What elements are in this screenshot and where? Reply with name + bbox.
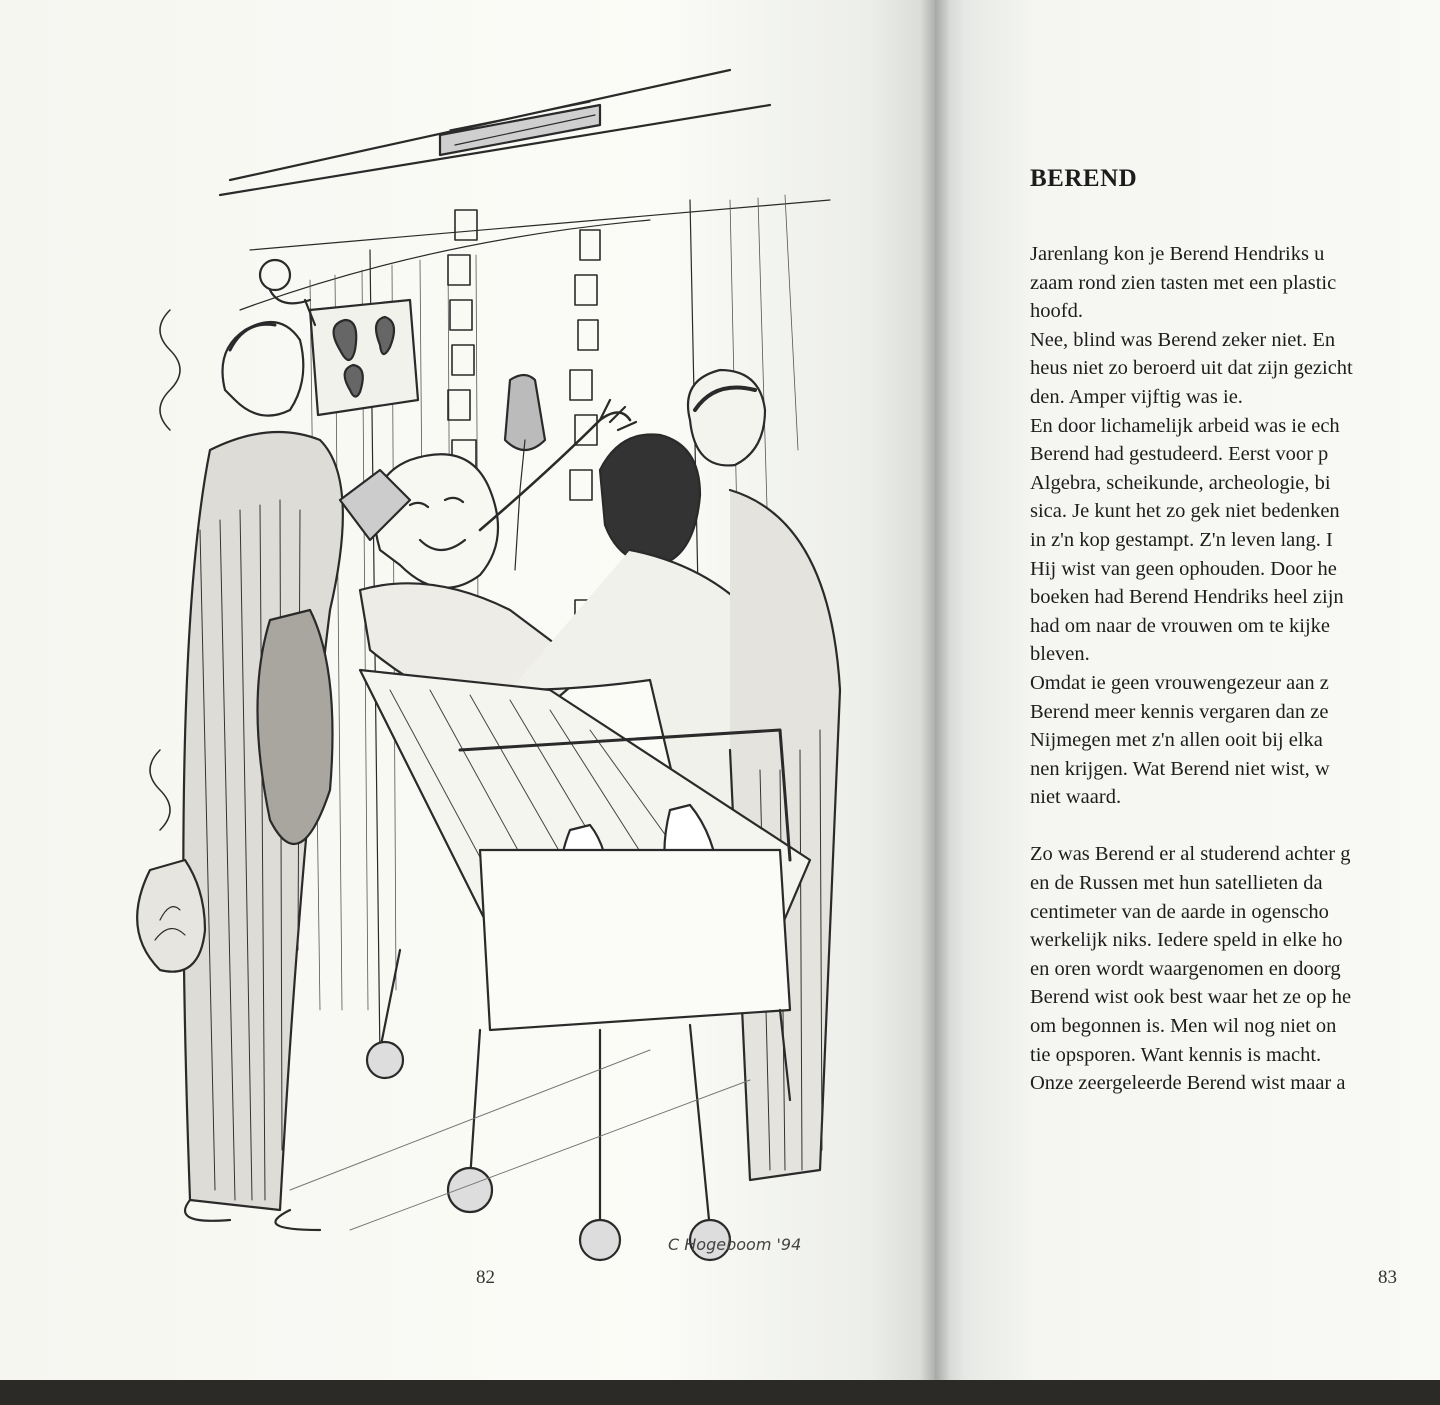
- text-line: Berend had gestudeerd. Eerst voor p: [1030, 443, 1329, 466]
- page-number-left: 82: [476, 1267, 495, 1288]
- text-line: boeken had Berend Hendriks heel zijn: [1030, 586, 1344, 609]
- text-line: niet waard.: [1030, 786, 1122, 809]
- text-line: den. Amper vijftig was ie.: [1030, 385, 1243, 408]
- text-line: centimeter van de aarde in ogenscho: [1030, 900, 1329, 923]
- text-line: hoofd.: [1030, 300, 1083, 323]
- text-line: en de Russen met hun satellieten da: [1030, 872, 1323, 895]
- text-line: Omdat ie geen vrouwengezeur aan z: [1030, 671, 1329, 694]
- illustrator-signature: C Hogeboom '94: [668, 1235, 802, 1254]
- text-line: om begonnen is. Men wil nog niet on: [1030, 1015, 1337, 1038]
- text-line: bleven.: [1030, 643, 1090, 666]
- text-line: tie opsporen. Want kennis is macht.: [1030, 1043, 1322, 1066]
- text-line: in z'n kop gestampt. Z'n leven lang. I: [1030, 528, 1333, 551]
- page-number-right: 83: [1378, 1267, 1397, 1288]
- body-text: [1030, 240, 1440, 1280]
- text-line: en oren wordt waargenomen en doorg: [1030, 957, 1341, 980]
- book-gutter: [920, 0, 950, 1380]
- hospital-bed-illustration: [130, 50, 890, 1280]
- background-edge: [0, 1380, 1440, 1405]
- text-line: Onze zeergeleerde Berend wist maar a: [1030, 1072, 1346, 1095]
- text-line: Berend meer kennis vergaren dan ze: [1030, 700, 1329, 723]
- chapter-title: BEREND: [1030, 165, 1138, 192]
- text-line: Berend wist ook best waar het ze op he: [1030, 986, 1352, 1009]
- text-line: nen krijgen. Wat Berend niet wist, w: [1030, 757, 1330, 780]
- text-line: zaam rond zien tasten met een plastic: [1030, 271, 1337, 294]
- text-line: Nijmegen met z'n allen ooit bij elka: [1030, 729, 1323, 752]
- text-line: werkelijk niks. Iedere speld in elke ho: [1030, 929, 1343, 952]
- text-line: Hij wist van geen ophouden. Door he: [1030, 557, 1337, 580]
- text-line: Nee, blind was Berend zeker niet. En: [1030, 328, 1336, 351]
- text-line: Jarenlang kon je Berend Hendriks u: [1030, 243, 1325, 265]
- text-line: Zo was Berend er al studerend achter g: [1030, 843, 1351, 866]
- text-line: En door lichamelijk arbeid was ie ech: [1030, 414, 1340, 437]
- text-line: sica. Je kunt het zo gek niet bedenken: [1030, 500, 1340, 523]
- text-line: Algebra, scheikunde, archeologie, bi: [1030, 471, 1331, 494]
- text-line: heus niet zo beroerd uit dat zijn gezicht: [1030, 357, 1353, 380]
- text-line: had om naar de vrouwen om te kijke: [1030, 614, 1331, 637]
- paragraph-break: [1030, 812, 1440, 841]
